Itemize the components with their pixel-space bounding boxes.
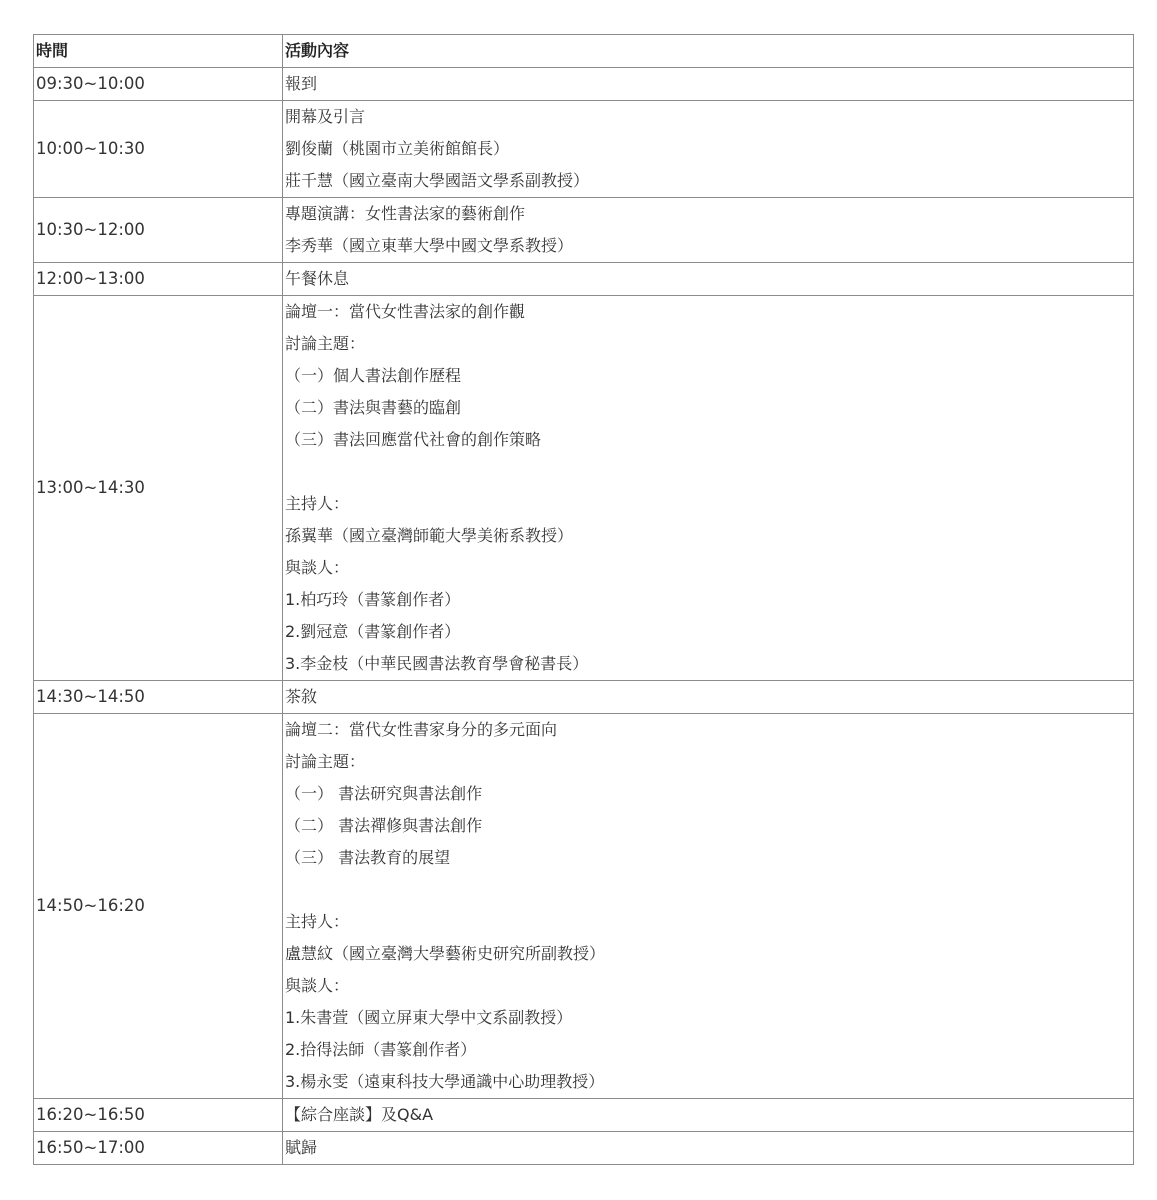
time-cell: 16:20~16:50	[34, 1099, 283, 1132]
time-cell: 09:30~10:00	[34, 68, 283, 101]
content-line: 主持人：	[285, 912, 350, 931]
table-row	[34, 714, 1134, 1099]
content-line: 報到	[285, 74, 318, 93]
content-line: 午餐休息	[285, 269, 350, 288]
content-line: 主持人：	[285, 494, 350, 513]
content-line: 討論主題：	[285, 334, 366, 353]
content-line: （一） 書法研究與書法創作	[285, 784, 483, 803]
time-cell: 14:30~14:50	[34, 681, 283, 714]
content-line: 【綜合座談】及Q&A	[285, 1105, 434, 1124]
schedule-table	[33, 34, 1134, 1165]
content-line: 2.劉冠意（書篆創作者）	[285, 622, 461, 641]
table-row	[34, 68, 1134, 101]
content-cell	[283, 263, 1134, 296]
content-cell	[283, 1099, 1134, 1132]
content-line: 李秀華（國立東華大學中國文學系教授）	[285, 236, 574, 255]
content-line: 1.朱書萱（國立屏東大學中文系副教授）	[285, 1008, 573, 1027]
time-cell: 12:00~13:00	[34, 263, 283, 296]
content-line: 劉俊蘭（桃園市立美術館館長）	[285, 139, 510, 158]
column-header-time: 時間	[34, 35, 283, 68]
time-cell: 14:50~16:20	[34, 714, 283, 1099]
table-row	[34, 198, 1134, 263]
table-header-row	[34, 35, 1134, 68]
blank-line	[285, 874, 1131, 906]
content-line: 與談人：	[285, 558, 350, 577]
content-line: 1.柏巧玲（書篆創作者）	[285, 590, 461, 609]
content-line: 3.李金枝（中華民國書法教育學會秘書長）	[285, 654, 589, 673]
content-cell	[283, 296, 1134, 681]
content-cell	[283, 1132, 1134, 1165]
content-line: 與談人：	[285, 976, 350, 995]
content-line: 論壇一：當代女性書法家的創作觀	[285, 302, 526, 321]
content-line: （三）書法回應當代社會的創作策略	[285, 430, 542, 449]
table-row	[34, 681, 1134, 714]
content-line: （一）個人書法創作歷程	[285, 366, 462, 385]
time-cell: 10:30~12:00	[34, 198, 283, 263]
table-row	[34, 296, 1134, 681]
content-line: 討論主題：	[285, 752, 366, 771]
content-line: （三） 書法教育的展望	[285, 848, 451, 867]
content-line: 3.楊永雯（遠東科技大學通識中心助理教授）	[285, 1072, 605, 1091]
content-line: 盧慧紋（國立臺灣大學藝術史研究所副教授）	[285, 944, 606, 963]
blank-line	[285, 456, 1131, 488]
content-line: （二）書法與書藝的臨創	[285, 398, 462, 417]
table-row	[34, 1099, 1134, 1132]
time-cell: 13:00~14:30	[34, 296, 283, 681]
content-line: 專題演講：女性書法家的藝術創作	[285, 204, 526, 223]
schedule-body	[34, 68, 1134, 1165]
content-line: 2.拾得法師（書篆創作者）	[285, 1040, 477, 1059]
content-cell	[283, 198, 1134, 263]
time-cell: 16:50~17:00	[34, 1132, 283, 1165]
content-line: （二） 書法禪修與書法創作	[285, 816, 483, 835]
content-line: 茶敘	[285, 687, 318, 706]
content-cell	[283, 681, 1134, 714]
content-line: 莊千慧（國立臺南大學國語文學系副教授）	[285, 171, 590, 190]
table-row	[34, 263, 1134, 296]
content-cell	[283, 101, 1134, 198]
content-line: 孫翼華（國立臺灣師範大學美術系教授）	[285, 526, 574, 545]
content-cell	[283, 714, 1134, 1099]
time-cell: 10:00~10:30	[34, 101, 283, 198]
table-row	[34, 1132, 1134, 1165]
column-header-content: 活動內容	[283, 35, 1134, 68]
content-line: 賦歸	[285, 1138, 318, 1157]
content-cell	[283, 68, 1134, 101]
content-line: 開幕及引言	[285, 107, 366, 126]
content-line: 論壇二：當代女性書家身分的多元面向	[285, 720, 558, 739]
table-row	[34, 101, 1134, 198]
